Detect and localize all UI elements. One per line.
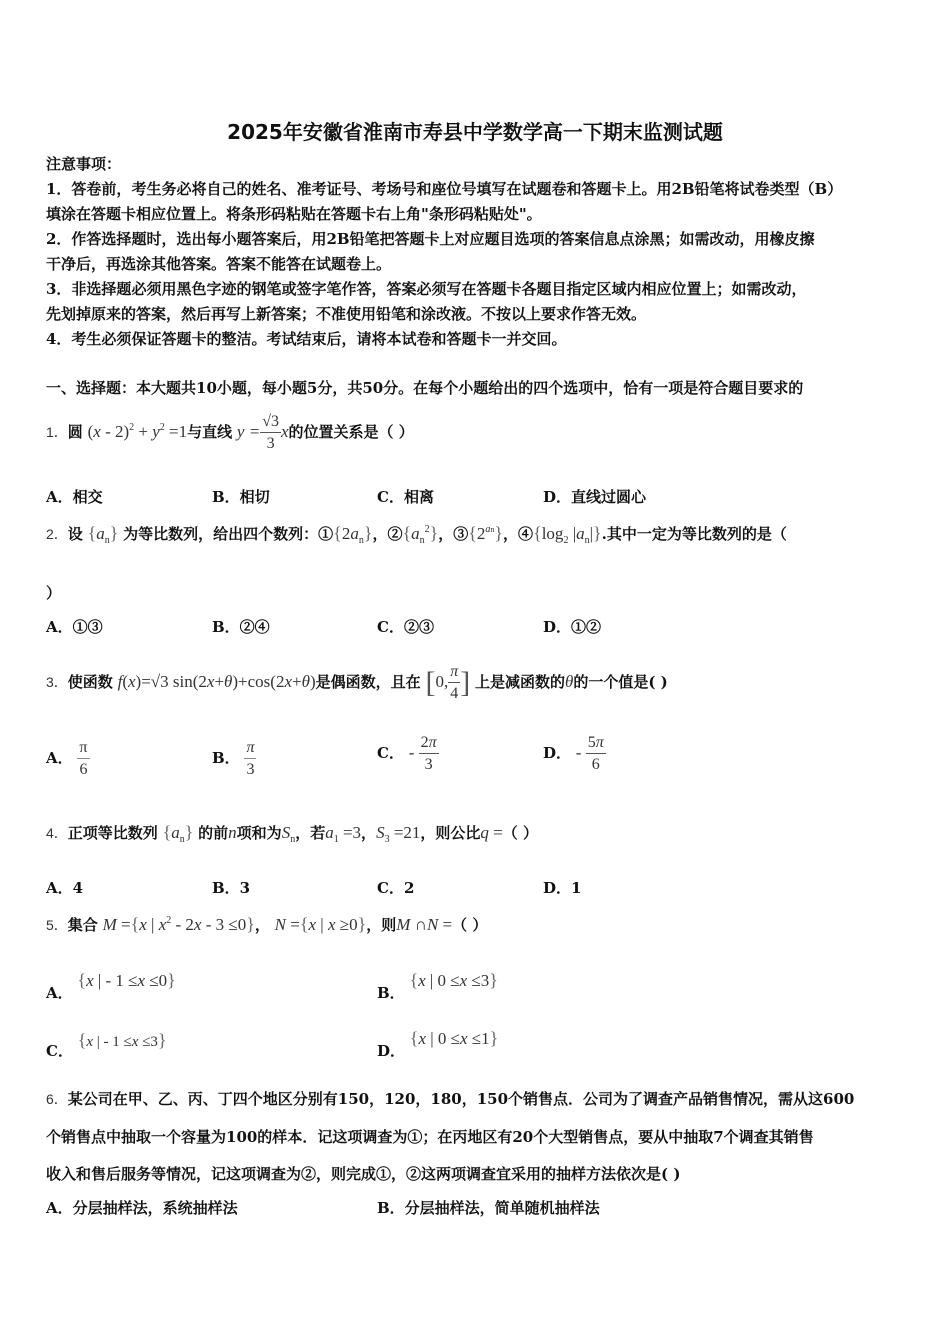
option-c[interactable]: C．2 — [377, 879, 415, 897]
q4-text: 的前 — [198, 824, 229, 842]
sequence-an: $\{a_n\}$ — [162, 822, 194, 845]
interval: [0, $\frac{\pi}{4}$ ] — [425, 663, 471, 702]
question-number: 6． — [46, 1091, 68, 1107]
q1-text: 圆 — [67, 422, 83, 441]
line-equation: y = $\frac{√3}{3}$ x — [236, 413, 289, 452]
q2-text: .其中一定为等比数列的是（ — [601, 525, 787, 543]
option-value: $\frac{\pi}{6}$ — [79, 739, 88, 778]
q6-text: 收入和售后服务等情况，记这项调查为②，则完成①，②这两项调查宜采用的抽样方法依次是( ) — [46, 1165, 681, 1183]
question-1 — [46, 414, 414, 452]
question-4 — [46, 822, 538, 843]
q6-text: 某公司在甲、乙、丙、丁四个地区分别有150，120，180，150个销售点．公司为了调查产品销售情况，需从这600 — [67, 1090, 855, 1108]
q2-close-paren: ） — [46, 584, 62, 602]
question-3 — [46, 664, 668, 702]
q2-text: 设 — [67, 525, 83, 543]
option-c[interactable] — [377, 735, 439, 773]
page-title: 2025年安徽省淮南市寿县中学数学高一下期末监测试题 — [227, 120, 723, 144]
notice-line: 先划掉原来的答案，然后再写上新答案；不准使用铅笔和涂改液。不按以上要求作答无效。 — [46, 305, 647, 323]
sequence-an: $\{a_n\}$ — [87, 523, 119, 546]
question-number: 2． — [46, 526, 68, 542]
q2-text: ，② — [372, 525, 403, 543]
option-b[interactable]: B．3 — [212, 879, 251, 897]
option-c[interactable] — [46, 1030, 167, 1060]
q4-text: ，则公比 — [420, 824, 481, 842]
q2-text: ，④ — [503, 525, 534, 543]
notice-line: 填涂在答题卡相应位置上。将条形码粘贴在答题卡右上角"条形码粘贴处"。 — [46, 205, 542, 223]
option-c[interactable]: C．②③ — [377, 618, 434, 636]
symbol-n: n — [228, 823, 237, 842]
sequence-log: {$\log_2$ $|a_n|$} — [533, 523, 602, 546]
option-a[interactable]: A．相交 — [46, 488, 103, 506]
q4-text: ，若 — [295, 824, 326, 842]
function-expression: f(x)=√3 sin(2x+θ)+cos(2x+θ) — [117, 671, 316, 691]
option-label: B． — [212, 749, 240, 767]
sequence-2an: $\{2a_n\}$ — [333, 523, 373, 546]
q4-text: 正项等比数列 — [67, 824, 158, 842]
question-number: 3． — [46, 673, 68, 690]
question-5 — [46, 914, 487, 935]
question-number: 5． — [46, 917, 68, 933]
theta-symbol: θ — [565, 671, 574, 691]
q3-text: 上是减函数的 — [474, 672, 565, 691]
q3-text: 是偶函数，且在 — [315, 672, 421, 691]
q6-text: 个销售点中抽取一个容量为100的样本．记这项调查为①；在丙地区有20个大型销售点，要从中抽取7个调查其销售 — [46, 1128, 814, 1146]
q1-text: 与直线 — [187, 422, 233, 441]
option-a[interactable] — [46, 740, 90, 778]
question-2 — [46, 523, 787, 544]
sequence-2-pow-an: $\{2^{an}\}$ — [468, 523, 504, 543]
option-a[interactable] — [46, 970, 176, 1002]
q4-text: （ ） — [502, 824, 538, 842]
q3-text: 使函数 — [67, 672, 113, 691]
q5-text: ， — [254, 916, 270, 934]
option-value: {x | 0 ≤x ≤1} — [409, 1028, 499, 1048]
option-b[interactable]: B．②④ — [212, 618, 270, 636]
notice-line: 2．作答选择题时，选出每小题答案后，用2B铅笔把答题卡上对应题目选项的答案信息点涂黑；如需改动，用橡皮擦 — [46, 230, 815, 248]
option-label: C． — [377, 743, 404, 762]
option-value: {x | - 1 ≤x ≤3} — [77, 1030, 167, 1050]
notice-heading: 注意事项： — [46, 155, 122, 173]
option-value: {x | 0 ≤x ≤3} — [409, 970, 498, 990]
option-a[interactable]: A．①③ — [46, 618, 103, 636]
q1-text: 的位置关系是（ ） — [288, 422, 414, 441]
option-a[interactable]: A．分层抽样法，系统抽样法 — [46, 1199, 238, 1217]
symbol-sn: $S_n$ — [281, 823, 296, 845]
option-b[interactable] — [212, 740, 256, 778]
set-n: N ={x | x ≥0} — [274, 914, 367, 934]
option-value: $\frac{\pi}{3}$ — [246, 739, 255, 778]
notice-line: 1．答卷前，考生务必将自己的姓名、准考证号、考场号和座位号填写在试题卷和答题卡上。用2B铅笔将试卷类型（B） — [46, 180, 843, 198]
condition-a1: $a_1 =3$ — [325, 823, 362, 845]
option-d[interactable]: D．1 — [543, 879, 582, 897]
option-d[interactable] — [377, 1028, 499, 1060]
option-label: C． — [46, 1042, 73, 1060]
option-value: {x | - 1 ≤x ≤0} — [77, 970, 176, 990]
option-b[interactable]: B．分层抽样法，简单随机抽样法 — [377, 1199, 600, 1217]
option-label: A． — [46, 984, 73, 1002]
option-label: A． — [46, 749, 73, 767]
condition-s3: $S_3 =21$ — [376, 823, 421, 845]
question-number: 1． — [46, 423, 68, 440]
q4-text: ， — [361, 824, 377, 842]
q2-text: ，③ — [438, 525, 469, 543]
question-6 — [46, 1088, 854, 1109]
option-label: B． — [377, 984, 405, 1002]
question-number: 4． — [46, 825, 68, 841]
option-c[interactable]: C．相离 — [377, 488, 434, 506]
option-label: D． — [543, 743, 572, 762]
option-value: - $\frac{5\pi}{6}$ — [575, 734, 604, 773]
option-label: D． — [377, 1042, 406, 1060]
section-heading: 一、选择题：本大题共10小题，每小题5分，共50分。在每个小题给出的四个选项中，恰有一项是符合题目要求的 — [46, 379, 804, 397]
option-a[interactable]: A．4 — [46, 879, 84, 897]
option-b[interactable]: B．相切 — [212, 488, 270, 506]
option-d[interactable]: D．①② — [543, 618, 602, 636]
set-m: M ={x | $x^2 - 2x - 3 \le 0$} — [102, 914, 255, 934]
intersection: M ∩N = — [396, 915, 453, 934]
option-value: - $\frac{2\pi}{3}$ — [408, 734, 437, 773]
notice-line: 4．考生必须保证答题卡的整洁。考试结束后，请将本试卷和答题卡一并交回。 — [46, 330, 567, 348]
q5-text: ，则 — [366, 916, 397, 934]
option-d[interactable]: D．直线过圆心 — [543, 488, 647, 506]
sequence-an-squared: $\{a_n^2\}$ — [402, 523, 439, 546]
q2-text: 为等比数列，给出四个数列：① — [123, 525, 334, 543]
q5-text: （ ） — [452, 916, 488, 934]
symbol-q: q = — [480, 823, 503, 842]
q5-text: 集合 — [67, 916, 98, 934]
notice-line: 干净后，再选涂其他答案。答案不能答在试题卷上。 — [46, 255, 392, 273]
circle-equation: $(x - 2)^2 + y^2 =1$ — [87, 421, 188, 441]
option-d[interactable] — [543, 735, 606, 773]
q3-text: 的一个值是( ) — [573, 672, 668, 691]
q4-text: 项和为 — [236, 824, 282, 842]
notice-line: 3．非选择题必须用黑色字迹的钢笔或签字笔作答，答案必须写在答题卡各题目指定区域内相应位置上；如需改动， — [46, 280, 807, 298]
option-b[interactable] — [377, 970, 498, 1002]
